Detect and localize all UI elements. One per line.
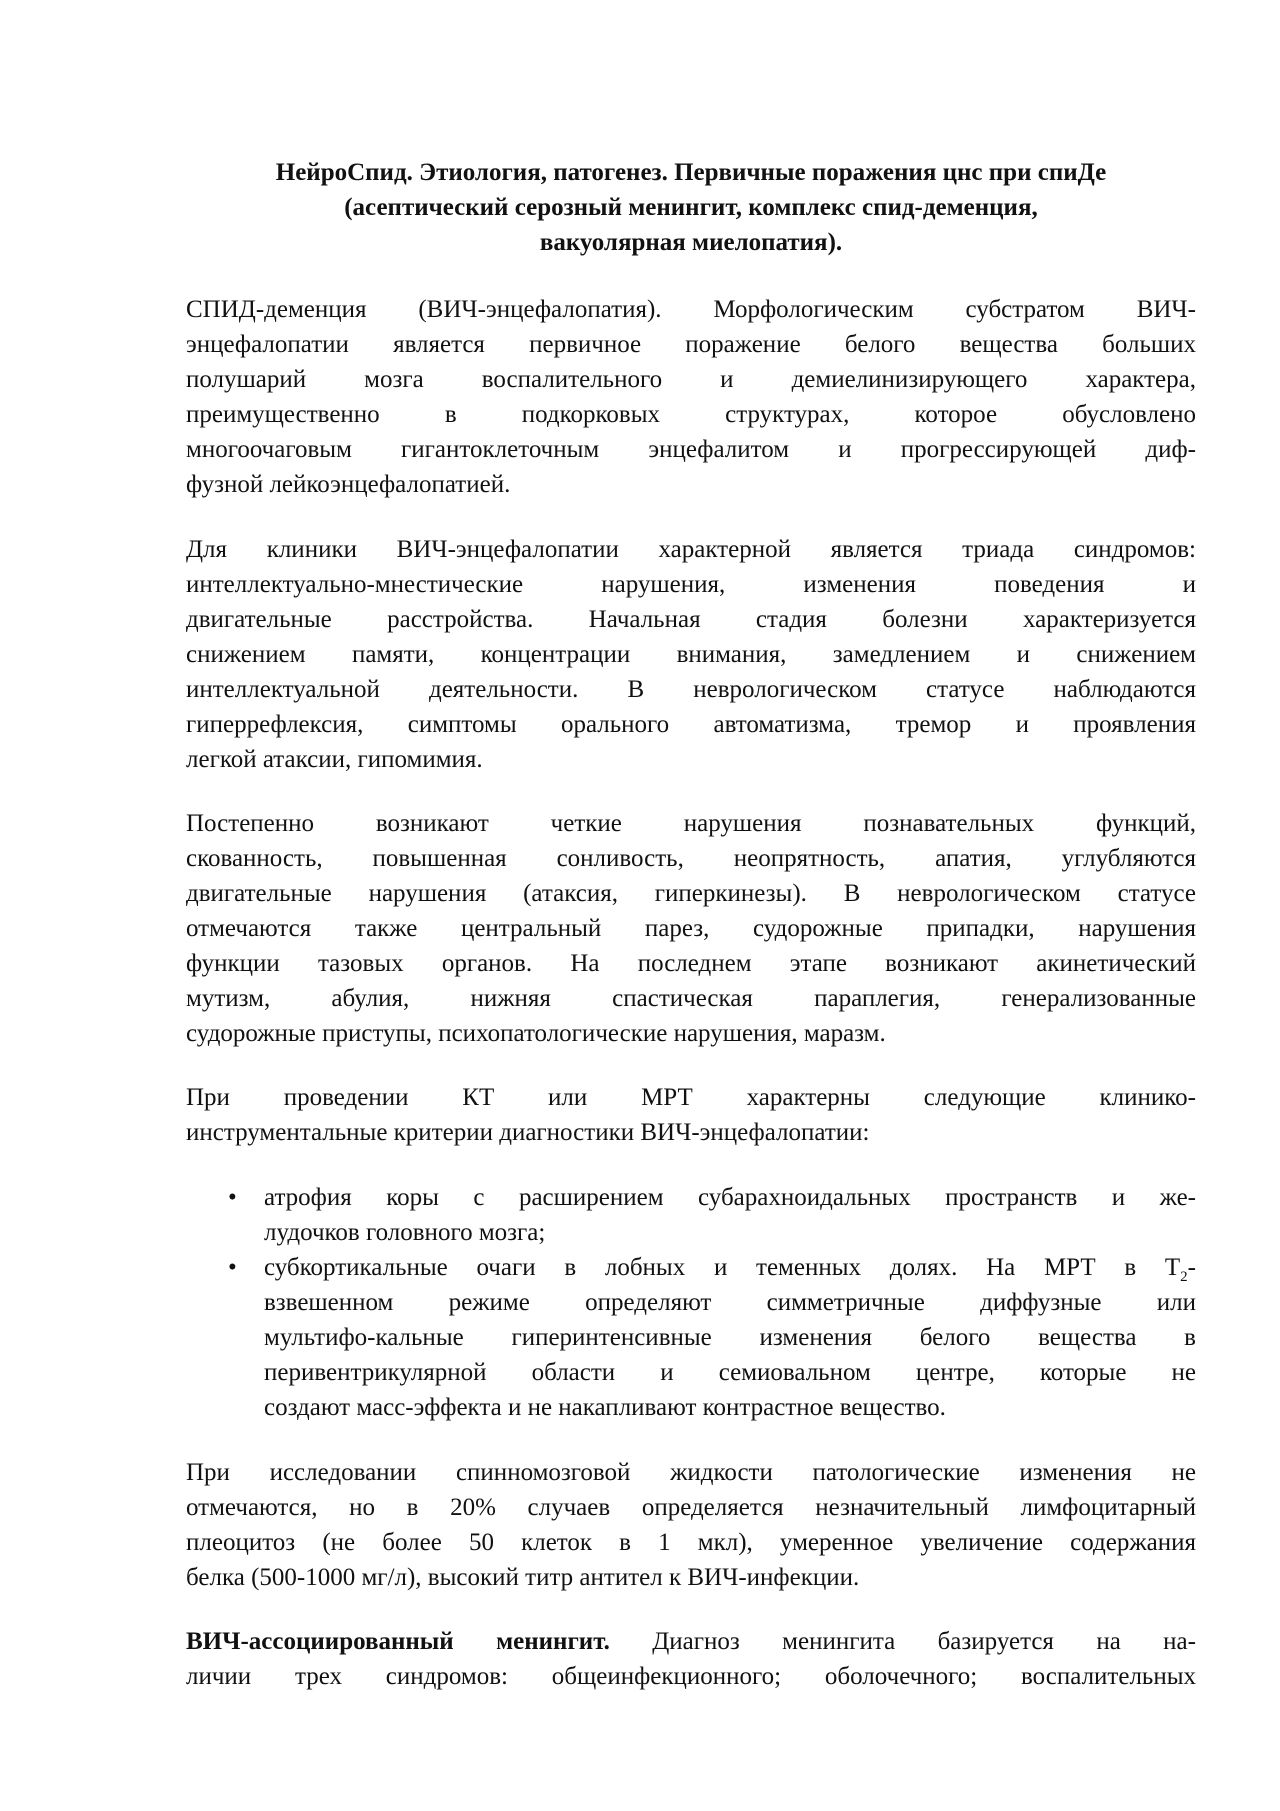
text-line: многоочаговым гигантоклеточным энцефалитом и прогрессирующей диф- — [186, 436, 1196, 463]
title-line: (асептический серозный менингит, комплекс спид-деменция, — [344, 194, 1038, 221]
text-line: белка (500-1000 мг/л), высокий титр антител к ВИЧ-инфекции. — [186, 1564, 860, 1591]
text-line: интеллектуальной деятельности. В неврологическом статусе наблюдаются — [186, 676, 1196, 703]
paragraph-meningitis — [186, 1624, 1196, 1694]
text-line: создают масс-эффекта и не накапливают контрастное вещество. — [264, 1394, 946, 1421]
text-line: двигательные нарушения (атаксия, гиперкинезы). В неврологическом статусе — [186, 880, 1196, 907]
title-line: вакуолярная миелопатия). — [539, 229, 843, 256]
text-line: перивентрикулярной области и семиовальном центре, которые не — [264, 1359, 1196, 1386]
text-line: гиперрефлексия, симптомы орального автоматизма, тремор и проявления — [186, 711, 1196, 738]
section-heading: ВИЧ-ассоциированный менингит. — [186, 1628, 610, 1655]
text-line: энцефалопатии является первичное поражение белого вещества больших — [186, 331, 1196, 358]
paragraph-csf — [186, 1455, 1196, 1595]
text-line — [264, 1250, 1196, 1285]
paragraph-clinic — [186, 532, 1196, 777]
text-line: При проведении КТ или МРТ характерны следующие клинико- — [186, 1084, 1196, 1111]
list-item — [186, 1180, 1196, 1250]
text-line: мутизм, абулия, нижняя спастическая параплегия, генерализованные — [186, 985, 1196, 1012]
text-line: При исследовании спинномозговой жидкости патологические изменения не — [186, 1459, 1196, 1486]
text-line: личии трех синдромов: общеинфекционного; оболочечного; воспалительных — [186, 1663, 1196, 1690]
text-line: полушарий мозга воспалительного и демиелинизирующего характера, — [186, 366, 1196, 393]
text-line: Для клиники ВИЧ-энцефалопатии характерной является триада синдромов: — [186, 536, 1196, 563]
bullet-icon: • — [228, 1254, 237, 1281]
text-line — [186, 1624, 1196, 1659]
text-line: судорожные приступы, психопатологические нарушения, маразм. — [186, 1020, 886, 1047]
text-line: фузной лейкоэнцефалопатией. — [186, 471, 511, 498]
text-run: - — [1187, 1254, 1196, 1281]
paragraph-progression — [186, 806, 1196, 1051]
text-line: легкой атаксии, гипомимия. — [186, 746, 483, 773]
text-run: субкортикальные очаги в лобных и теменных долях. На МРТ в T — [264, 1254, 1181, 1281]
text-line: отмечаются, но в 20% случаев определяется незначительный лимфоцитарный — [186, 1494, 1196, 1521]
paragraph-ct-mri — [186, 1080, 1196, 1150]
subscript: 2 — [1180, 1269, 1188, 1285]
text-line: взвешенном режиме определяют симметричные диффузные или — [264, 1289, 1196, 1316]
text-line: снижением памяти, концентрации внимания, замедлением и снижением — [186, 641, 1196, 668]
text-line: мультифо-кальные гиперинтенсивные изменения белого вещества в — [264, 1324, 1196, 1351]
text-line: лудочков головного мозга; — [264, 1219, 546, 1246]
text-line: СПИД-деменция (ВИЧ-энцефалопатия). Морфологическим субстратом ВИЧ- — [186, 296, 1196, 323]
paragraph-aids-dementia — [186, 292, 1196, 502]
text-line: отмечаются также центральный парез, судорожные припадки, нарушения — [186, 915, 1196, 942]
text-run: Диагноз менингита базируется на на- — [609, 1628, 1196, 1655]
text-line: Постепенно возникают четкие нарушения познавательных функций, — [186, 810, 1196, 837]
document-title — [186, 155, 1196, 260]
text-line: функции тазовых органов. На последнем этапе возникают акинетический — [186, 950, 1196, 977]
text-line: атрофия коры с расширением субарахноидальных пространств и же- — [264, 1184, 1196, 1211]
list-item — [186, 1250, 1196, 1425]
text-line: плеоцитоз (не более 50 клеток в 1 мкл), умеренное увеличение содержания — [186, 1529, 1196, 1556]
bullet-icon: • — [228, 1184, 237, 1211]
text-line: двигательные расстройства. Начальная стадия болезни характеризуется — [186, 606, 1196, 633]
title-line: НейроСпид. Этиология, патогенез. Первичные поражения цнс при спиДе — [275, 159, 1107, 186]
text-line: скованность, повышенная сонливость, неопрятность, апатия, углубляются — [186, 845, 1196, 872]
text-line: инструментальные критерии диагностики ВИЧ-энцефалопатии: — [186, 1119, 870, 1146]
criteria-list — [186, 1180, 1196, 1425]
text-line: интеллектуально-мнестические нарушения, изменения поведения и — [186, 571, 1196, 598]
text-line: преимущественно в подкорковых структурах, которое обусловлено — [186, 401, 1196, 428]
